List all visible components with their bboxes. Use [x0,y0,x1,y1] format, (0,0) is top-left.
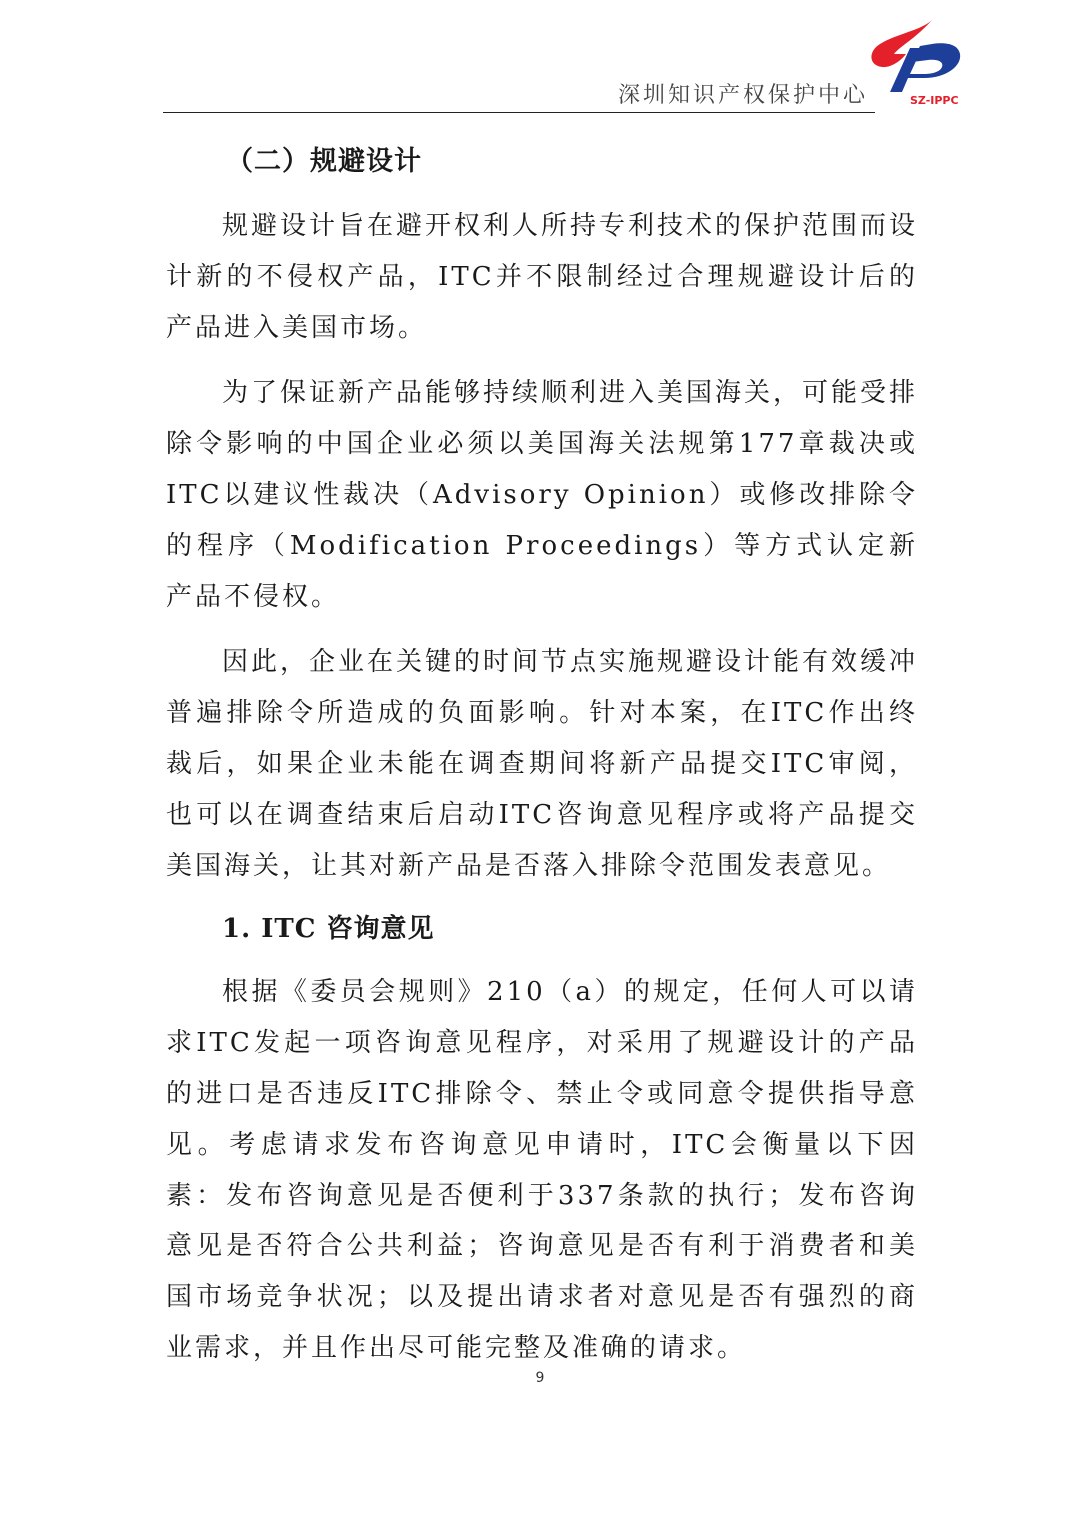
header-divider [163,112,875,113]
sz-ippc-logo-icon [866,18,966,108]
logo-text: SZ-IPPC [910,94,959,107]
section-paragraph-3: 因此，企业在关键的时间节点实施规避设计能有效缓冲普遍排除令所造成的负面影响。针对本案，在ITC作出终裁后，如果企业未能在调查期间将新产品提交ITC审阅，也可以在调查结束后启动ITC咨询意见程序或将产品提交美国海关，让其对新产品是否落入排除令范围发表意见。 [166,647,919,881]
section-paragraph-1: 规避设计旨在避开权利人所持专利技术的保护范围而设计新的不侵权产品，ITC并不限制经过合理规避设计后的产品进入美国市场。 [166,211,919,343]
page-number: 9 [535,1370,545,1386]
section-paragraph-2: 为了保证新产品能够持续顺利进入美国海关，可能受排除令影响的中国企业必须以美国海关法规第177章裁决或ITC以建议性裁决（Advisory Opinion）或修改排除令的程序（Modification Proceedings）等方式认定新产品不侵权。 [166,378,919,612]
subsection-title: 1. ITC 咨询意见 [222,914,435,945]
header-organization: 深圳知识产权保护中心 [617,83,868,108]
document-body [166,132,918,1374]
logo-blue-p [890,43,960,92]
section-title: （二）规避设计 [226,146,422,177]
subsection-paragraph-1: 根据《委员会规则》210（a）的规定，任何人可以请求ITC发起一项咨询意见程序，对采用了规避设计的产品的进口是否违反ITC排除令、禁止令或同意令提供指导意见。考虑请求发布咨询意见申请时，ITC会衡量以下因素：发布咨询意见是否便利于337条款的执行；发布咨询意见是否符合公共利益；咨询意见是否有利于消费者和美国市场竞争状况；以及提出请求者对意见是否有强烈的商业需求，并且作出尽可能完整及准确的请求。 [166,977,918,1363]
